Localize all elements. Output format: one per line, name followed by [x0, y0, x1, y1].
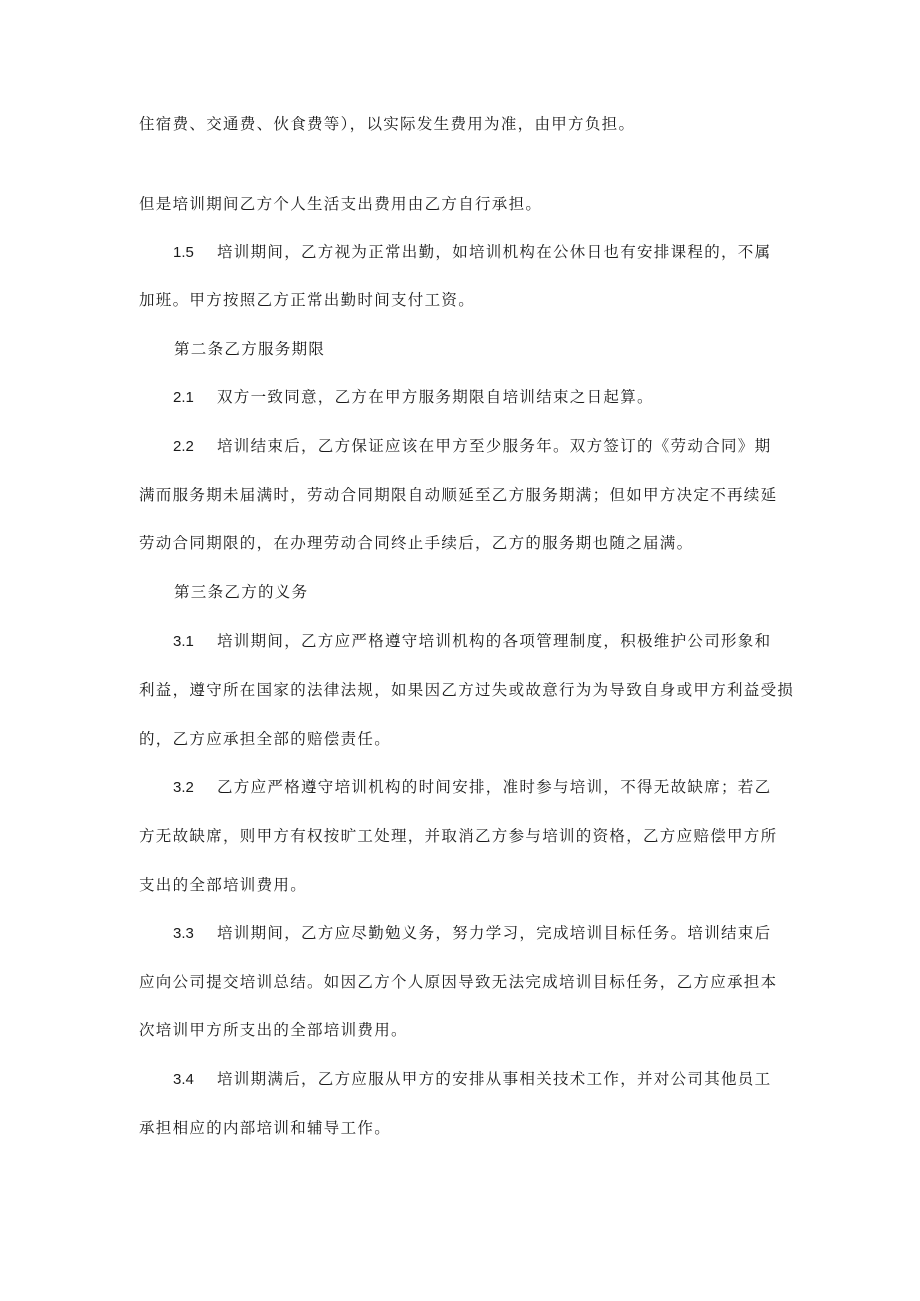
paragraph-line: 次培训甲方所支出的全部培训费用。	[139, 1021, 408, 1039]
section-heading: 第三条乙方的义务	[174, 583, 309, 601]
paragraph-line: 加班。甲方按照乙方正常出勤时间支付工资。	[139, 291, 476, 309]
paragraph-line: 应向公司提交培训总结。如因乙方个人原因导致无法完成培训目标任务，乙方应承担本	[139, 973, 778, 991]
clause-number: 3.3	[173, 925, 194, 942]
paragraph-line: 的，乙方应承担全部的赔偿责任。	[139, 730, 392, 748]
paragraph-line: 支出的全部培训费用。	[139, 876, 308, 894]
clause-number: 3.4	[173, 1071, 194, 1088]
paragraph-line: 利益，遵守所在国家的法律法规，如果因乙方过失或故意行为为导致自身或甲方利益受损	[139, 681, 795, 699]
section-heading: 第二条乙方服务期限	[174, 340, 326, 358]
numbered-paragraph-line: 2.1 双方一致同意，乙方在甲方服务期限自培训结束之日起算。	[139, 385, 833, 410]
clause-number: 2.2	[173, 438, 194, 455]
clause-number: 1.5	[173, 244, 194, 261]
numbered-paragraph-line: 3.1 培训期间，乙方应严格遵守培训机构的各项管理制度，积极维护公司形象和	[139, 629, 833, 654]
numbered-paragraph-line: 2.2 培训结束后，乙方保证应该在甲方至少服务年。双方签订的《劳动合同》期	[139, 434, 833, 459]
numbered-paragraph-line: 1.5 培训期间，乙方视为正常出勤，如培训机构在公休日也有安排课程的，不属	[139, 240, 833, 265]
numbered-paragraph-line: 3.3 培训期间，乙方应尽勤勉义务，努力学习，完成培训目标任务。培训结束后	[139, 921, 833, 946]
numbered-paragraph-line: 3.2 乙方应严格遵守培训机构的时间安排，准时参与培训，不得无故缺席；若乙	[139, 775, 833, 800]
paragraph-line: 承担相应的内部培训和辅导工作。	[139, 1119, 392, 1137]
clause-number: 2.1	[173, 389, 194, 406]
paragraph-line: 方无故缺席，则甲方有权按旷工处理，并取消乙方参与培训的资格，乙方应赔偿甲方所	[139, 827, 778, 845]
paragraph-line: 但是培训期间乙方个人生活支出费用由乙方自行承担。	[139, 195, 543, 213]
clause-number: 3.1	[173, 633, 194, 650]
clause-number: 3.2	[173, 779, 194, 796]
numbered-paragraph-line: 3.4 培训期满后，乙方应服从甲方的安排从事相关技术工作，并对公司其他员工	[139, 1067, 833, 1092]
paragraph-line: 满而服务期未届满时，劳动合同期限自动顺延至乙方服务期满；但如甲方决定不再续延	[139, 486, 778, 504]
paragraph-line: 劳动合同期限的，在办理劳动合同终止手续后，乙方的服务期也随之届满。	[139, 534, 694, 552]
paragraph-line: 住宿费、交通费、伙食费等），以实际发生费用为准，由甲方负担。	[139, 115, 636, 133]
